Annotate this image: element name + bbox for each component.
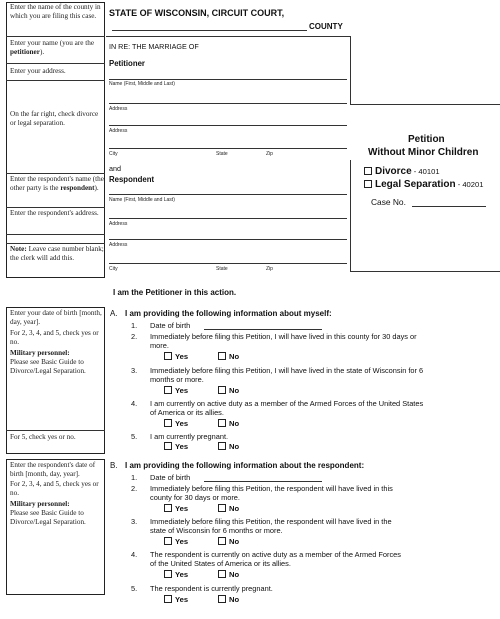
- b-q2-yes-checkbox[interactable]: [164, 504, 172, 512]
- legal-separation-checkbox[interactable]: [364, 180, 372, 188]
- divorce-option[interactable]: Divorce - 40101: [364, 166, 440, 177]
- b-q4: The respondent is currently on active duty as a member of the Armed Forces of the United States of America or its allies.: [150, 550, 401, 568]
- b-q5-no-checkbox[interactable]: [218, 595, 226, 603]
- respondent-yes-no-instruction: For 2, 3, 4, and 5, check yes or no.: [10, 480, 99, 497]
- section-a-heading: I am providing the following information about myself:: [125, 309, 332, 318]
- a-q3: Immediately before filing this Petition, I will have lived in the state of Wisconsin for 6 months or more.: [150, 366, 424, 384]
- b-q5-yes[interactable]: Yes: [164, 595, 188, 604]
- b-q3-no-checkbox[interactable]: [218, 537, 226, 545]
- a-q2-no-checkbox[interactable]: [218, 352, 226, 360]
- yes-no-instruction: For 2, 3, 4, and 5, check yes or no.: [10, 329, 99, 346]
- respondent-instruction: Enter the respondent's name (the other party is the respondent).: [10, 175, 104, 192]
- a-q3-yes-checkbox[interactable]: [164, 386, 172, 394]
- a-q5-yes-checkbox[interactable]: [164, 442, 172, 450]
- for5-instruction: For 5, check yes or no.: [10, 433, 76, 441]
- dob-instruction: Enter your date of birth [month, day, year].: [10, 309, 102, 326]
- county-instruction: Enter the name of the county in which you are filing this case.: [10, 3, 101, 20]
- b-q2-no-checkbox[interactable]: [218, 504, 226, 512]
- a-q2-yes-checkbox[interactable]: [164, 352, 172, 360]
- petitioner-address-field[interactable]: [109, 114, 347, 124]
- respondent-state-label: State: [216, 266, 228, 272]
- b-number-5: 5.: [131, 584, 138, 593]
- military-label: Military personnel:: [10, 349, 70, 357]
- case-no-label: Case No.: [371, 197, 406, 207]
- respondent-military-instruction: Please see Basic Guide to Divorce/Legal Separation.: [10, 509, 86, 526]
- petition-title: Petition: [408, 134, 445, 145]
- petitioner-name-label: Name (First, Middle and Last): [109, 81, 175, 87]
- and-label: and: [109, 164, 121, 173]
- a-q4-yes[interactable]: Yes: [164, 419, 188, 428]
- section-a-letter: A.: [110, 309, 118, 318]
- b-q4-no[interactable]: No: [218, 570, 239, 579]
- respondent-name-field[interactable]: [109, 184, 347, 194]
- note-instruction: Note: Leave case number blank; the clerk will add this.: [10, 245, 104, 262]
- petitioner-city-label: City: [109, 151, 118, 157]
- a-q2-yes[interactable]: Yes: [164, 352, 188, 361]
- b-number-4: 4.: [131, 550, 138, 559]
- section-b-letter: B.: [110, 461, 118, 470]
- court-heading: STATE OF WISCONSIN, CIRCUIT COURT,: [109, 8, 285, 18]
- a-q3-no[interactable]: No: [218, 386, 239, 395]
- b-q3: Immediately before filing this Petition, the respondent will have lived in the state of Wisconsin for 6 months or more.: [150, 517, 392, 535]
- respondent-dob-instruction: Enter the respondent's date of birth [month, day, year].: [10, 461, 96, 478]
- address-instruction: Enter your address.: [10, 67, 66, 75]
- a-q5-yes[interactable]: Yes: [164, 442, 188, 451]
- petitioner-address-label: Address: [109, 106, 128, 112]
- b-q3-no[interactable]: No: [218, 537, 239, 546]
- a-q4-no[interactable]: No: [218, 419, 239, 428]
- petitioner-heading: I am the Petitioner in this action.: [113, 288, 237, 297]
- a-q2: Immediately before filing this Petition, I will have lived in this county for 30 days or more.: [150, 332, 417, 350]
- respondent-city-label: City: [109, 266, 118, 272]
- respondent-label: Respondent: [109, 175, 155, 184]
- a-q4-yes-checkbox[interactable]: [164, 419, 172, 427]
- b-q2: Immediately before filing this Petition, the respondent will have lived in this county for 30 days or more.: [150, 484, 393, 502]
- petitioner-city-field[interactable]: [109, 137, 347, 147]
- respondent-address2-label: Address: [109, 242, 128, 248]
- section-b-heading: I am providing the following information about the respondent:: [125, 461, 365, 470]
- b-number-2: 2.: [131, 484, 138, 493]
- a-q5-no-checkbox[interactable]: [218, 442, 226, 450]
- a-dob-field[interactable]: [204, 319, 322, 329]
- check-instruction: On the far right, check divorce or legal separation.: [10, 110, 99, 127]
- petitioner-label: Petitioner: [109, 59, 145, 68]
- b-q5-no[interactable]: No: [218, 595, 239, 604]
- respondent-address-instruction: Enter the respondent's address.: [10, 209, 99, 217]
- b-q3-yes-checkbox[interactable]: [164, 537, 172, 545]
- a-q3-yes[interactable]: Yes: [164, 386, 188, 395]
- b-q4-yes-checkbox[interactable]: [164, 570, 172, 578]
- a-q1: Date of birth: [150, 321, 191, 330]
- military-instruction: Please see Basic Guide to Divorce/Legal Separation.: [10, 358, 86, 375]
- b-q4-yes[interactable]: Yes: [164, 570, 188, 579]
- b-dob-field[interactable]: [204, 471, 322, 481]
- b-number-1: 1.: [131, 473, 138, 482]
- a-q3-no-checkbox[interactable]: [218, 386, 226, 394]
- a-number-4: 4.: [131, 399, 138, 408]
- b-q5: The respondent is currently pregnant.: [150, 584, 273, 593]
- legal-separation-option[interactable]: Legal Separation - 40201: [364, 179, 483, 190]
- b-q2-no[interactable]: No: [218, 504, 239, 513]
- b-number-3: 3.: [131, 517, 138, 526]
- county-field[interactable]: [112, 20, 306, 30]
- respondent-city-field[interactable]: [109, 252, 347, 262]
- petition-subtitle: Without Minor Children: [368, 147, 479, 158]
- a-number-2: 2.: [131, 332, 138, 341]
- a-q4: I am currently on active duty as a member of the Armed Forces of the United States of America or its allies.: [150, 399, 424, 417]
- a-number-5: 5.: [131, 432, 138, 441]
- in-re-label: IN RE: THE MARRIAGE OF: [109, 42, 199, 51]
- respondent-address-label: Address: [109, 221, 128, 227]
- a-q5-no[interactable]: No: [218, 442, 239, 451]
- respondent-military-label: Military personnel:: [10, 500, 70, 508]
- county-label: COUNTY: [309, 22, 343, 31]
- b-q5-yes-checkbox[interactable]: [164, 595, 172, 603]
- petitioner-address2-label: Address: [109, 128, 128, 134]
- a-number-1: 1.: [131, 321, 138, 330]
- a-q2-no[interactable]: No: [218, 352, 239, 361]
- petitioner-name-field[interactable]: [109, 69, 347, 79]
- petitioner-zip-label: Zip: [266, 151, 273, 157]
- b-q1: Date of birth: [150, 473, 191, 482]
- respondent-address-field[interactable]: [109, 228, 347, 238]
- b-q2-yes[interactable]: Yes: [164, 504, 188, 513]
- a-q4-no-checkbox[interactable]: [218, 419, 226, 427]
- respondent-name-label: Name (First, Middle and Last): [109, 197, 175, 203]
- petitioner-state-label: State: [216, 151, 228, 157]
- a-number-3: 3.: [131, 366, 138, 375]
- a-q5: I am currently pregnant.: [150, 432, 229, 441]
- b-q4-no-checkbox[interactable]: [218, 570, 226, 578]
- b-q3-yes[interactable]: Yes: [164, 537, 188, 546]
- respondent-zip-label: Zip: [266, 266, 273, 272]
- case-no-field[interactable]: [412, 196, 486, 206]
- divorce-checkbox[interactable]: [364, 167, 372, 175]
- petitioner-instruction: Enter your name (you are the petitioner).: [10, 39, 95, 56]
